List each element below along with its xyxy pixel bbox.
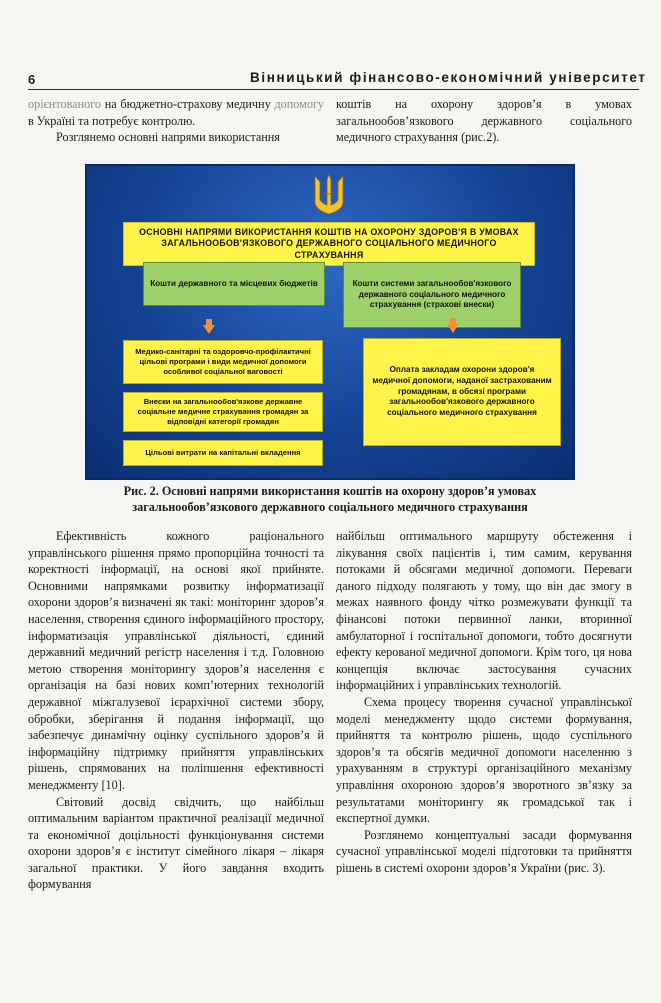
body-left-paragraph-2: Світовий досвід свідчить, що найбільш оптимальним варіантом практичної реалізації медичної та економічної доцільності функціонування системи охорони здоров’я є інститут сімейного лікаря – лікаря загальної практики. У його завдання входить формування: [28, 794, 324, 892]
arrow-down-left-icon: [203, 325, 215, 334]
body-left-paragraph-1: Ефективність кожного раціонального управлінського рішення прямо пропорційна точності та коректності інформації, на основі якої прийняте. Основними напрямками розвитку інформатизації охорони здоров’я визначені як такі: моніторинг здоров’я населення, створення єдиного інформаційного простору, інформатизація управлінської діяльності, єдиний державний медичний регістр населення і т.д. Головною метою створення моніторингу здоров’я населення є організація на базі нових комп’ютерних технологій державної міжгалузевої ієрархічної системи збору, обробки, зберігання й подання інформації, що забезпечує динамічну оцінку суспільного здоров’я й інформаційну підтримку прийняття управлінських рішень, спрямованих на поліпшення ефективності менеджменту [10].: [28, 529, 324, 792]
contributions-box: Внески на загальнообов'язкове державне соціальне медичне страхування громадян за відповідні категорії громадян: [123, 392, 323, 432]
top-left-paragraph-2: Розглянемо основні напрями використання: [56, 130, 280, 145]
bottom-right-column: [336, 528, 632, 876]
faded-word-1: орієнтованого: [28, 97, 101, 111]
figure-caption: [28, 484, 632, 515]
top-left-paragraph: [28, 96, 324, 129]
arrow-down-right-icon: [447, 324, 459, 333]
top-left-column: [28, 96, 324, 146]
figure-diagram: [85, 164, 575, 480]
capital-expenses-box: Цільові витрати на капітальні вкладення: [123, 440, 323, 466]
state-budget-box: Кошти державного та місцевих бюджетів: [143, 262, 325, 306]
line2-text: в Україні та потребує контролю.: [28, 113, 196, 128]
line1-text: на бюджетно-страхову медичну: [101, 97, 271, 111]
bottom-left-column: [28, 528, 324, 893]
trident-emblem-icon: [311, 172, 347, 216]
body-right-paragraph-3: Розглянемо концептуальні засади формування сучасної управлінської моделі підготовки та прийняття рішень в системі охорони здоров’я України (рис. 3).: [336, 827, 632, 875]
body-right-paragraph-1: найбільш оптимального маршруту обстеження і лікування своїх пацієнтів і, тим самим, керування потоками й обсягами медичної допомоги. Переваги даного підходу полягають у тому, що він дає змогу в межах наявного фонду чітко розмежувати функції та фінансові потоки первинної ланки, вторинної амбулаторної і госпітальної допомоги, тобто досягнути ефекту керованої медичної допомоги. Крім того, ця нова концепція включає застосування сучасних інформаційних і управлінських технологій.: [336, 529, 632, 693]
body-right-paragraph-2: Схема процесу творення сучасної управлінської моделі менеджменту щодо системи формування, прийняття та контролю рішень, щодо суспільного здоров’я та обсягів медичної допомоги населенню з урахуванням в структурі організаційного механізму управління охороною здоров’я зворотного зв’язку за результатами моніторингу як громадської так і експертної думки.: [336, 694, 632, 826]
top-right-paragraph: коштів на охорону здоров’я в умовах загальнообов’язкового державного соціального медичного страхування (рис.2).: [336, 97, 632, 145]
header-rule: [28, 89, 639, 90]
insurance-funds-box: Кошти системи загальнообов'язкового державного соціального медичного страхування (страхові внески): [343, 262, 521, 328]
payment-box: Оплата закладам охорони здоров'я медичної допомоги, наданої застрахованим громадянам, в обсязі програми загальнообов'язкового державного соціального медичного страхування: [363, 338, 561, 446]
caption-line-1: Рис. 2. Основні напрями використання коштів на охорону здоров’я умовах: [123, 484, 537, 498]
figure-title-box: ОСНОВНІ НАПРЯМИ ВИКОРИСТАННЯ КОШТІВ НА ОХОРОНУ ЗДОРОВ'Я В УМОВАХ ЗАГАЛЬНООБОВ'ЯЗКОВОГО ДЕРЖАВНОГО СОЦІАЛЬНОГО МЕДИЧНОГО СТРАХУВАННЯ: [123, 222, 535, 266]
page-number: 6: [28, 72, 36, 87]
caption-line-2: загальнообов’язкового державного соціального медичного страхування: [132, 499, 528, 514]
running-header: Вінницький фінансово-економічний університет: [250, 70, 647, 85]
top-right-column: [336, 96, 632, 146]
faded-word-2: допомогу: [274, 97, 325, 111]
programs-box: Медико-санітарні та оздоровчо-профілактичні цільові програми і види медичної допомоги особливої соціальної ваговості: [123, 340, 323, 384]
